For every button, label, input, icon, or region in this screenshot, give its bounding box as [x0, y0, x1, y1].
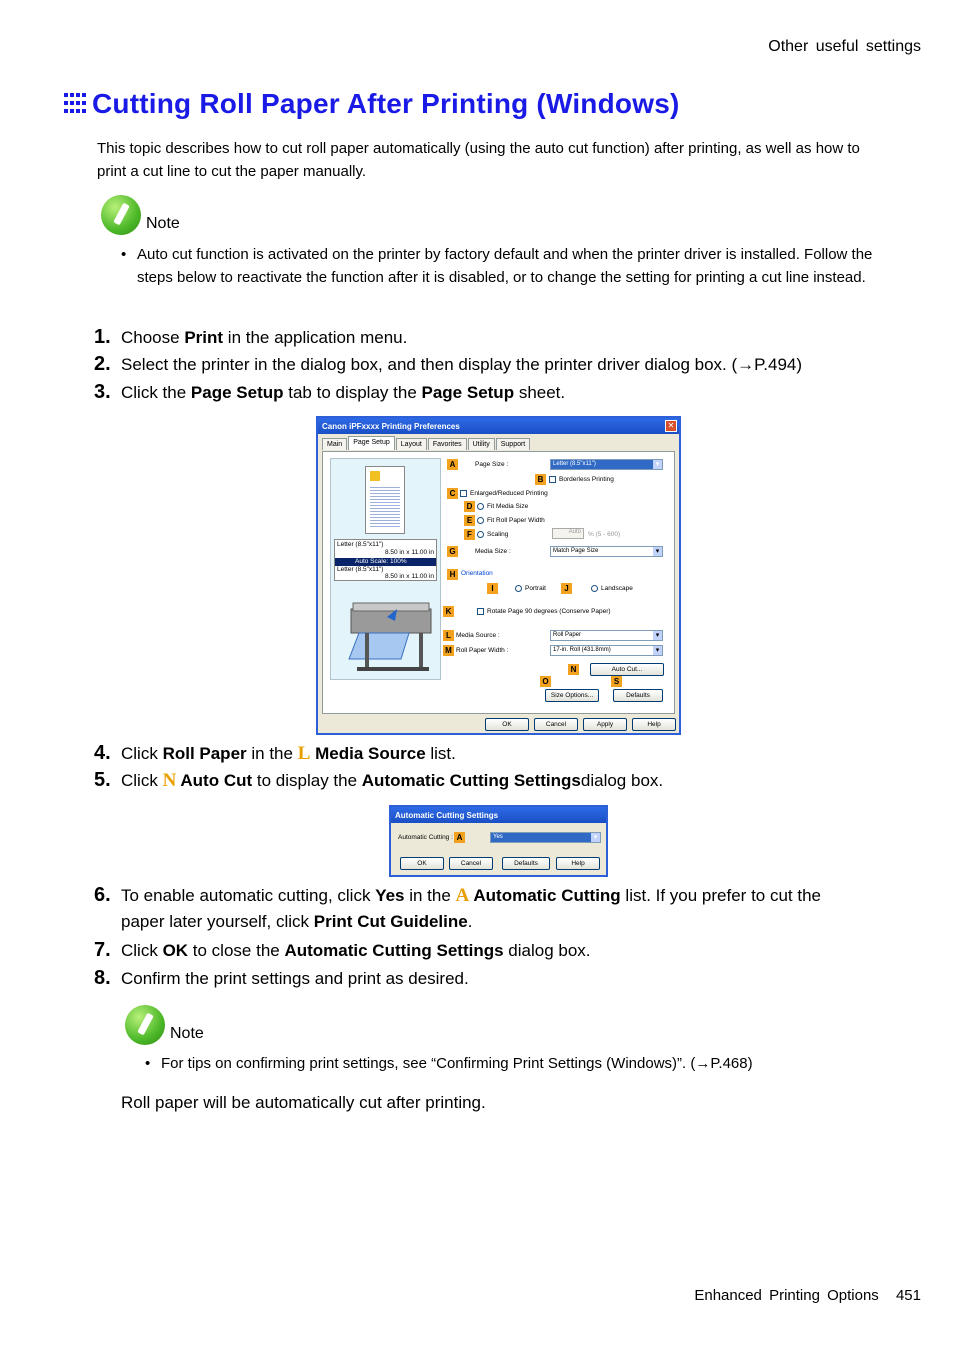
landscape-label: Landscape — [601, 585, 633, 592]
step-number: 7. — [94, 939, 111, 961]
step-emphasis: Roll Paper — [162, 744, 247, 763]
step-text: sheet. — [514, 383, 566, 402]
step-text: list. If you prefer to cut the — [620, 886, 822, 905]
step-text: . — [467, 912, 473, 931]
scaling-radio[interactable] — [477, 531, 484, 538]
callout-label-c: C — [447, 488, 458, 499]
callout-label-h: H — [447, 569, 458, 580]
close-icon[interactable]: ✕ — [665, 420, 677, 432]
cancel-button[interactable]: Cancel — [449, 857, 493, 870]
step-text: To enable automatic cutting, click — [121, 886, 376, 905]
cancel-button[interactable]: Cancel — [534, 718, 578, 731]
scaling-label: Scaling — [487, 531, 509, 538]
page-title: Cutting Roll Paper After Printing (Windows) — [92, 88, 680, 119]
callout-label-n: N — [568, 664, 579, 675]
rotate-label: Rotate Page 90 degrees (Conserve Paper) — [487, 608, 611, 615]
step-emphasis: Page Setup — [421, 383, 515, 402]
step-6-continued — [121, 912, 472, 932]
page-setup-sheet — [322, 451, 675, 714]
media-source-select[interactable]: Roll Paper ▾ — [550, 630, 663, 641]
enlarged-label: Enlarged/Reduced Printing — [470, 490, 548, 497]
pencil-note-icon — [125, 1005, 165, 1045]
tab-main[interactable]: Main — [322, 438, 347, 450]
step-text: Click — [121, 771, 163, 790]
callout-label-a: A — [454, 832, 465, 843]
step-2 — [94, 353, 802, 376]
media-source-label: Media Source : — [456, 632, 500, 639]
defaults-button[interactable]: Defaults — [613, 689, 663, 702]
note-label: Note — [146, 215, 180, 232]
automatic-cutting-dialog — [389, 805, 608, 877]
fit-roll-radio[interactable] — [477, 517, 484, 524]
step-6 — [94, 884, 821, 907]
note-heading — [101, 195, 180, 235]
callout-label-j: J — [561, 583, 572, 594]
step-number: 3. — [94, 381, 111, 403]
step-emphasis: Media Source — [310, 744, 426, 763]
size-options-button[interactable]: Size Options... — [545, 689, 599, 702]
step-emphasis: Auto Cut — [176, 771, 253, 790]
tab-utility[interactable]: Utility — [468, 438, 495, 450]
step-emphasis: Automatic Cutting Settings — [284, 941, 504, 960]
note-bullet-text: Auto cut function is activated on the printer by factory default and when the printer driver is installed. Follow the steps below to reactivate the function after it is disabled, or to change the setting for printing a cut line instead. — [137, 246, 873, 286]
tab-page-setup[interactable]: Page Setup — [348, 436, 395, 450]
step-number: 5. — [94, 769, 111, 791]
callout-label-g: G — [447, 546, 458, 557]
step-text: Click the — [121, 383, 191, 402]
printing-preferences-dialog — [316, 416, 681, 735]
portrait-radio[interactable] — [515, 585, 522, 592]
step-emphasis: Automatic Cutting Settings — [361, 771, 581, 790]
step-number: 4. — [94, 742, 111, 764]
dialog-titlebar: Automatic Cutting Settings — [391, 807, 606, 823]
page-size-label: Page Size : — [475, 461, 509, 468]
preview-info-text: 8.50 in x 11.00 in — [384, 573, 434, 580]
step-8 — [94, 967, 469, 990]
step-text: to close the — [188, 941, 285, 960]
step-text: to display the — [252, 771, 362, 790]
tab-strip — [322, 438, 531, 450]
step-emphasis: Print — [184, 328, 224, 347]
callout-label-s: S — [611, 676, 622, 687]
media-size-label: Media Size : — [475, 548, 511, 555]
note-bullet-text: For tips on confirming print settings, see “Confirming Print Settings (Windows)”. (→P.468) — [161, 1055, 753, 1072]
step-text: Click — [121, 744, 163, 763]
borderless-label: Borderless Printing — [559, 476, 614, 483]
note-bullet: • Auto cut function is activated on the printer by factory default and when the printer driver is installed. Follow the steps below to reactivate the function after it is disabled, or to change the setting for printing a cut line instead. — [121, 243, 881, 289]
help-button[interactable]: Help — [556, 857, 600, 870]
footer-section: Enhanced Printing Options — [694, 1287, 879, 1304]
step-text: tab to display the — [283, 383, 422, 402]
step-emphasis: Automatic Cutting — [469, 886, 621, 905]
enlarged-checkbox[interactable] — [460, 490, 467, 497]
callout-label-e: E — [464, 515, 475, 526]
callout-label-k: K — [443, 606, 454, 617]
note-label: Note — [170, 1025, 204, 1042]
page-size-select[interactable]: Letter (8.5"x11") ▾ — [550, 459, 663, 470]
step-text: Select the printer in the dialog box, and then display the printer driver dialog box. (→P.494) — [121, 355, 803, 374]
fit-media-label: Fit Media Size — [487, 503, 529, 510]
step-emphasis: Yes — [375, 886, 405, 905]
step-emphasis: Page Setup — [190, 383, 284, 402]
page-footer — [694, 1287, 921, 1304]
step-text: Choose — [121, 328, 185, 347]
ok-button[interactable]: OK — [485, 718, 529, 731]
intro-paragraph: This topic describes how to cut roll paper automatically (using the auto cut function) after printing, as well as how to print a cut line to cut the paper manually. — [97, 140, 860, 180]
fit-media-radio[interactable] — [477, 503, 484, 510]
tab-support[interactable]: Support — [496, 438, 531, 450]
rotate-checkbox[interactable] — [477, 608, 484, 615]
section-heading — [64, 88, 680, 120]
grid-icon — [64, 93, 86, 115]
callout-label-b: B — [535, 474, 546, 485]
preview-info-text: Letter (8.5"x11") — [337, 541, 384, 548]
preview-info-text: Auto Scale: 100% — [355, 558, 407, 565]
landscape-radio[interactable] — [591, 585, 598, 592]
callout-label-o: O — [540, 676, 551, 687]
preview-pane — [330, 458, 441, 680]
borderless-checkbox[interactable] — [549, 476, 556, 483]
callout-label-f: F — [464, 529, 475, 540]
automatic-cutting-label: Automatic Cutting : — [398, 834, 453, 841]
help-button[interactable]: Help — [632, 718, 676, 731]
step-text: Click — [121, 941, 163, 960]
automatic-cutting-select[interactable]: Yes ▾ — [490, 832, 601, 843]
callout-label-i: I — [487, 583, 498, 594]
note-heading — [125, 1005, 204, 1045]
media-size-select[interactable]: Match Page Size ▾ — [550, 546, 663, 557]
callout-label-a: A — [447, 459, 458, 470]
pencil-note-icon — [101, 195, 141, 235]
step-number: 8. — [94, 967, 111, 989]
step-7 — [94, 939, 591, 962]
step-text: dialog box. — [503, 941, 591, 960]
step-number: 6. — [94, 884, 111, 906]
apply-button[interactable]: Apply — [583, 718, 627, 731]
step-text: in the — [404, 886, 456, 905]
defaults-button[interactable]: Defaults — [502, 857, 550, 870]
callout-label-m: M — [443, 645, 454, 656]
callout-letter: N — [162, 770, 177, 791]
fit-roll-label: Fit Roll Paper Width — [487, 517, 545, 524]
page-preview-thumbnail — [365, 466, 405, 534]
auto-cut-button[interactable]: Auto Cut... — [590, 663, 664, 676]
step-text: dialog box. — [580, 771, 664, 790]
callout-letter: A — [455, 885, 470, 906]
callout-letter: L — [297, 743, 311, 764]
result-text: Roll paper will be automatically cut after printing. — [121, 1093, 486, 1112]
tab-favorites[interactable]: Favorites — [428, 438, 467, 450]
preview-info-text: Letter (8.5"x11") — [337, 566, 384, 573]
preview-info-box — [334, 539, 437, 581]
page-number: 451 — [895, 1287, 921, 1304]
step-3 — [94, 381, 565, 404]
step-text: in the application menu. — [223, 328, 408, 347]
step-text: list. — [425, 744, 456, 763]
step-4 — [94, 742, 456, 765]
roll-width-select[interactable]: 17-in. Roll (431.8mm) ▾ — [550, 645, 663, 656]
step-number: 2. — [94, 353, 111, 375]
step-text: paper later yourself, click — [121, 912, 314, 931]
preview-info-text: 8.50 in x 11.00 in — [384, 549, 434, 556]
callout-label-d: D — [464, 501, 475, 512]
step-emphasis: OK — [162, 941, 189, 960]
step-1 — [94, 326, 407, 349]
running-header: Other useful settings — [768, 38, 921, 55]
step-emphasis: Print Cut Guideline — [313, 912, 468, 931]
orientation-heading: Orientation — [461, 570, 493, 577]
note-bullet: • For tips on confirming print settings, see “Confirming Print Settings (Windows)”. (→P.468) — [145, 1052, 885, 1075]
step-text: in the — [246, 744, 298, 763]
portrait-label: Portrait — [525, 585, 546, 592]
ok-button[interactable]: OK — [400, 857, 444, 870]
step-number: 1. — [94, 326, 111, 348]
callout-label-l: L — [443, 630, 454, 641]
step-text: Confirm the print settings and print as desired. — [121, 969, 469, 988]
step-5 — [94, 769, 663, 792]
roll-width-label: Roll Paper Width : — [456, 647, 509, 654]
scaling-input[interactable]: Auto — [552, 528, 584, 539]
tab-layout[interactable]: Layout — [396, 438, 427, 450]
dialog-titlebar: Canon iPFxxxx Printing Preferences — [318, 418, 679, 434]
scaling-range-label: % (5 - 600) — [588, 531, 621, 538]
printer-illustration — [339, 589, 439, 675]
